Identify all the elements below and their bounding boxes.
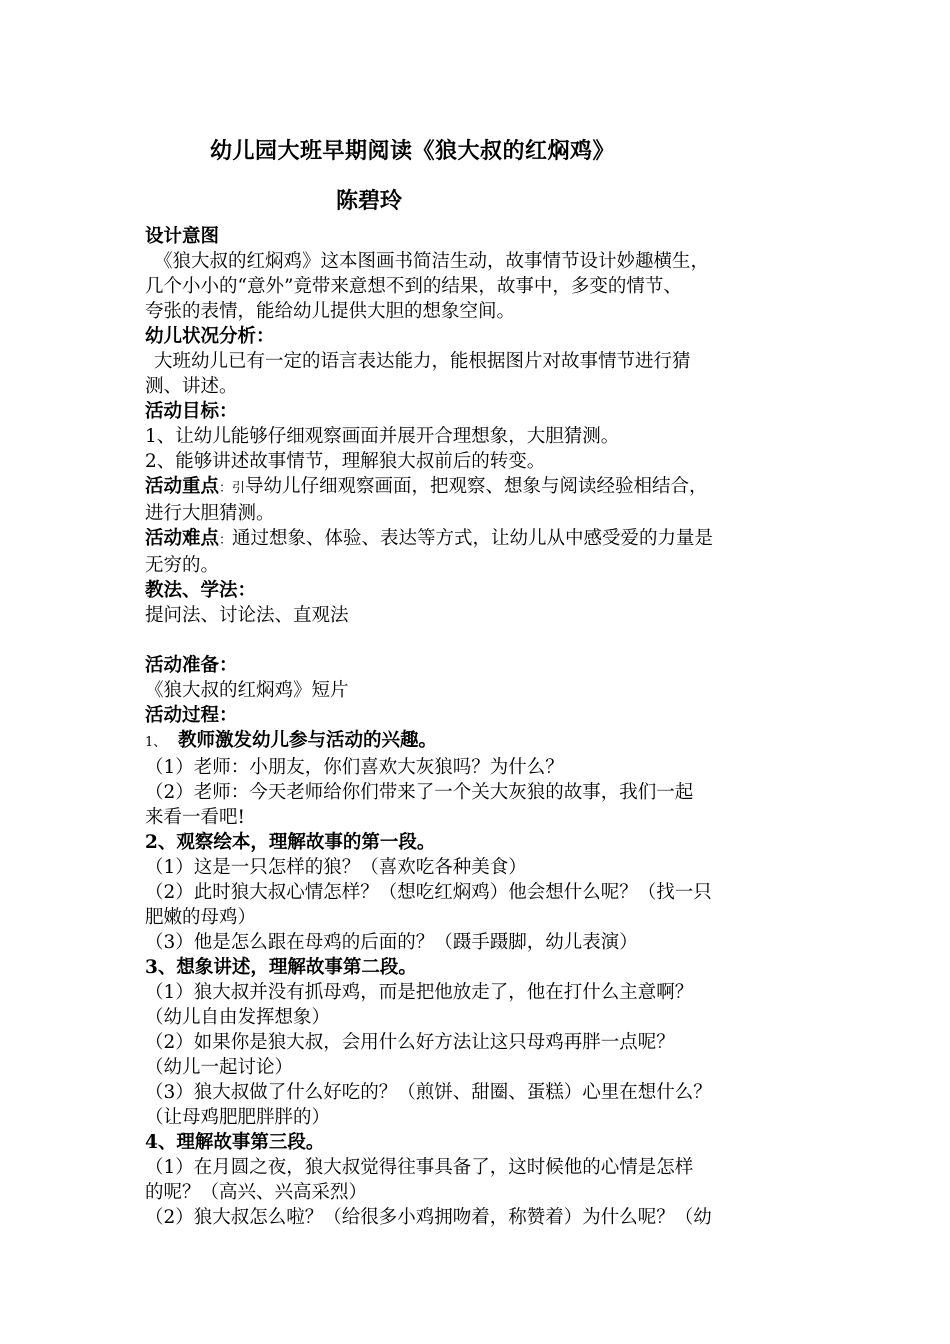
step-line: 肥嫩的母鸡） xyxy=(145,907,257,928)
paragraph-line: 《狼大叔的红焖鸡》这本图画书简洁生动，故事情节设计妙趣横生， xyxy=(154,251,710,272)
key-point-text: 导幼儿仔细观察画面，把观察、想象与阅读经验相结合， xyxy=(245,476,708,497)
document-body xyxy=(145,224,807,1230)
step-line: （1）老师：小朋友，你们喜欢大灰狼吗？为什么？ xyxy=(145,757,564,778)
step-line: （幼儿自由发挥想象） xyxy=(145,1007,331,1028)
step-line: 的呢？（高兴、兴高采烈） xyxy=(145,1182,368,1203)
step-line: （2）此时狼大叔心情怎样？（想吃红焖鸡）他会想什么呢？（找一只 xyxy=(145,882,712,903)
step-line: （幼儿一起讨论） xyxy=(145,1057,294,1078)
step4-heading: 4、理解故事第三段。 xyxy=(145,1132,325,1153)
difficulty-sep: ： xyxy=(219,533,233,548)
methods-text: 提问法、讨论法、直观法 xyxy=(145,605,349,626)
process-heading: 活动过程： xyxy=(145,705,238,726)
paragraph-line: 夸张的表情，能给幼儿提供大胆的想象空间。 xyxy=(145,301,516,322)
step1-heading xyxy=(145,728,807,755)
analysis-heading: 幼儿状况分析： xyxy=(145,326,275,347)
key-point-first-char: 引 xyxy=(232,481,246,496)
prep-heading: 活动准备： xyxy=(145,655,238,676)
step-line: （2）狼大叔怎么啦？（给很多小鸡拥吻着，称赞着）为什么呢？（幼 xyxy=(145,1207,712,1228)
step-line: （2）老师：今天老师给你们带来了一个关大灰狼的故事，我们一起 xyxy=(145,782,694,803)
paragraph-line: 大班幼儿已有一定的语言表达能力，能根据图片对故事情节进行猜 xyxy=(154,351,691,372)
document-title: 幼儿园大班早期阅读《狼大叔的红焖鸡》 xyxy=(210,138,616,164)
step-line: 来看一看吧! xyxy=(145,807,245,828)
paragraph-line: 测、讲述。 xyxy=(145,376,238,397)
step-line: （2）如果你是狼大叔，会用什么好方法让这只母鸡再胖一点呢？ xyxy=(145,1032,675,1053)
paragraph-line: 进行大胆猜测。 xyxy=(145,503,275,524)
step-line: （1）狼大叔并没有抓母鸡，而是把他放走了，他在打什么主意啊？ xyxy=(145,982,694,1003)
step-line: （让母鸡肥肥胖胖的） xyxy=(145,1107,331,1128)
paragraph-line: 无穷的。 xyxy=(145,555,220,576)
step2-heading: 2、观察绘本，理解故事的第一段。 xyxy=(145,832,436,853)
step1-title: 教师激发幼儿参与活动的兴趣。 xyxy=(178,730,438,751)
blank-line xyxy=(145,628,807,653)
goal-item: 1、让幼儿能够仔细观察画面并展开合理想象，大胆猜测。 xyxy=(145,426,620,447)
key-point-line xyxy=(145,474,807,501)
step1-number: 1、 xyxy=(145,735,167,750)
methods-heading: 教法、学法： xyxy=(145,580,257,601)
paragraph-line: 几个小小的“意外”竟带来意想不到的结果，故事中，多变的情节、 xyxy=(145,276,682,297)
key-point-sep: ： xyxy=(219,481,233,496)
difficulty-text: 通过想象、体验、表达等方式，让幼儿从中感受爱的力量是 xyxy=(232,528,714,549)
step-line: （3）狼大叔做了什么好吃的？（煎饼、甜圈、蛋糕）心里在想什么？ xyxy=(145,1082,712,1103)
step-line: （1）这是一只怎样的狼？（喜欢吃各种美食） xyxy=(145,857,527,878)
key-point-label: 活动重点 xyxy=(145,476,220,497)
step3-heading: 3、想象讲述，理解故事第二段。 xyxy=(145,957,417,978)
goal-item: 2、能够讲述故事情节，理解狼大叔前后的转变。 xyxy=(145,451,546,472)
prep-text: 《狼大叔的红焖鸡》短片 xyxy=(145,680,349,701)
goals-heading: 活动目标： xyxy=(145,401,238,422)
difficulty-line xyxy=(145,526,807,553)
difficulty-label: 活动难点 xyxy=(145,528,220,549)
author-name: 陈碧玲 xyxy=(336,188,403,214)
step-line: （1）在月圆之夜，狼大叔觉得往事具备了，这时候他的心情是怎样 xyxy=(145,1157,694,1178)
step-line: （3）他是怎么跟在母鸡的后面的？（蹑手蹑脚，幼儿表演） xyxy=(145,932,638,953)
design-heading: 设计意图 xyxy=(145,226,220,247)
